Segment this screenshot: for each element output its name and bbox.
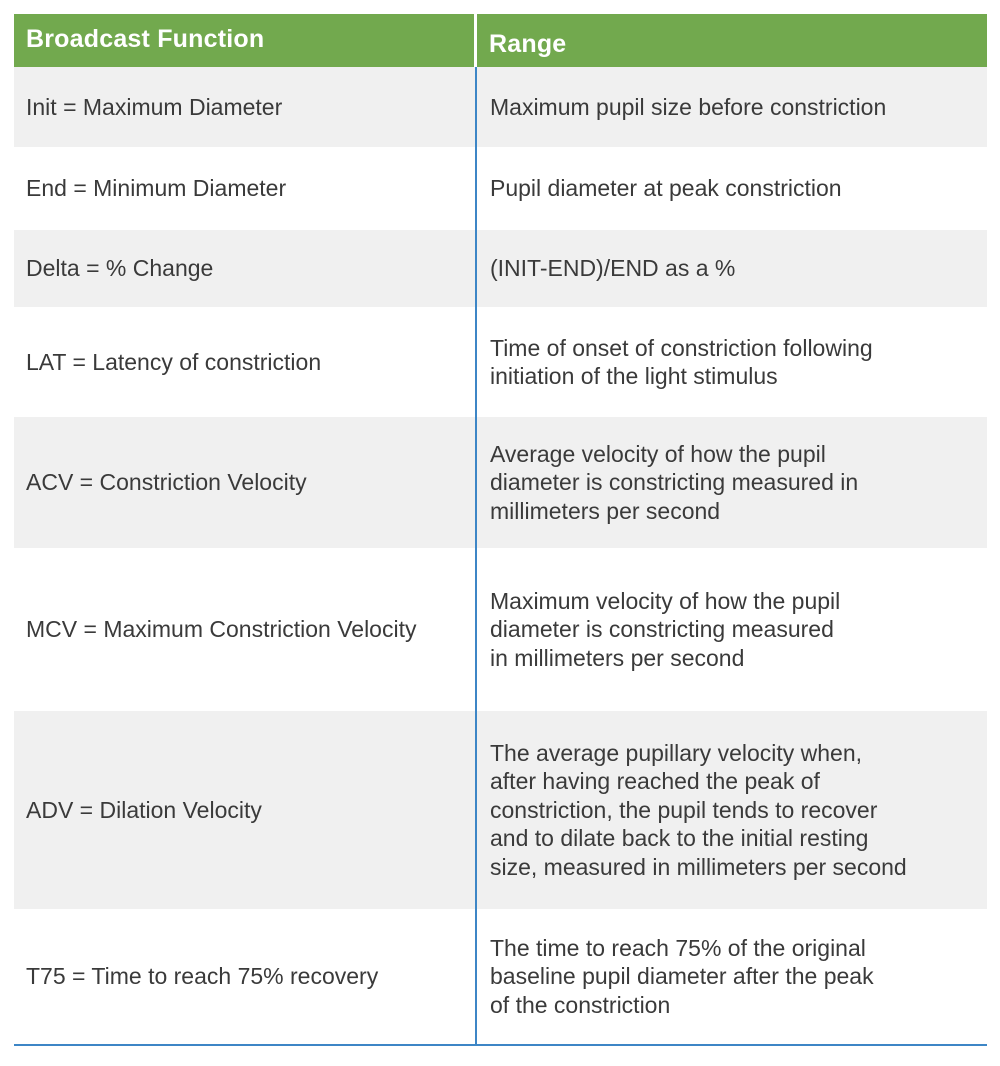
range-text: (INIT-END)/END as a % <box>490 255 736 282</box>
table-row <box>14 67 987 147</box>
table-header <box>14 14 987 67</box>
function-cell <box>14 909 477 1044</box>
table-bottom-rule <box>14 1044 987 1046</box>
range-text: Average velocity of how the pupil diameter is constricting measured in millimeters per second <box>490 440 859 524</box>
table-row <box>14 548 987 711</box>
header-range: Range <box>489 30 567 58</box>
range-cell <box>477 417 987 548</box>
range-text: Maximum velocity of how the pupil diameter is constricting measured in millimeters per second <box>490 587 841 671</box>
range-text: The time to reach 75% of the original baseline pupil diameter after the peak of the constriction <box>490 934 874 1018</box>
broadcast-function-table <box>14 14 987 1046</box>
function-text: ACV = Constriction Velocity <box>26 469 307 496</box>
function-cell <box>14 147 477 230</box>
function-text: LAT = Latency of constriction <box>26 348 322 375</box>
range-cell <box>477 711 987 909</box>
range-cell <box>477 548 987 711</box>
table-row <box>14 230 987 307</box>
function-cell <box>14 548 477 711</box>
table-row <box>14 417 987 548</box>
function-text: Init = Maximum Diameter <box>26 93 283 120</box>
table-row <box>14 711 987 909</box>
range-cell <box>477 307 987 417</box>
function-cell <box>14 67 477 147</box>
table-row <box>14 147 987 230</box>
table-row <box>14 909 987 1044</box>
range-cell <box>477 909 987 1044</box>
function-text: End = Minimum Diameter <box>26 175 287 202</box>
function-cell <box>14 230 477 307</box>
function-cell <box>14 711 477 909</box>
function-text: MCV = Maximum Constriction Velocity <box>26 616 417 643</box>
range-text: Pupil diameter at peak constriction <box>490 175 842 202</box>
header-broadcast-function: Broadcast Function <box>14 14 477 67</box>
function-text: Delta = % Change <box>26 255 214 282</box>
range-cell <box>477 67 987 147</box>
function-cell <box>14 307 477 417</box>
function-text: T75 = Time to reach 75% recovery <box>26 963 379 990</box>
range-cell <box>477 147 987 230</box>
table-row <box>14 307 987 417</box>
range-text: Time of onset of constriction following initiation of the light stimulus <box>490 334 873 389</box>
function-text: ADV = Dilation Velocity <box>26 796 262 823</box>
range-text: The average pupillary velocity when, after having reached the peak of constriction, the pupil tends to recover and to dilate back to the initial resting size, measured in millimeters per second <box>490 739 907 880</box>
range-text: Maximum pupil size before constriction <box>490 93 887 120</box>
range-cell <box>477 230 987 307</box>
function-cell <box>14 417 477 548</box>
